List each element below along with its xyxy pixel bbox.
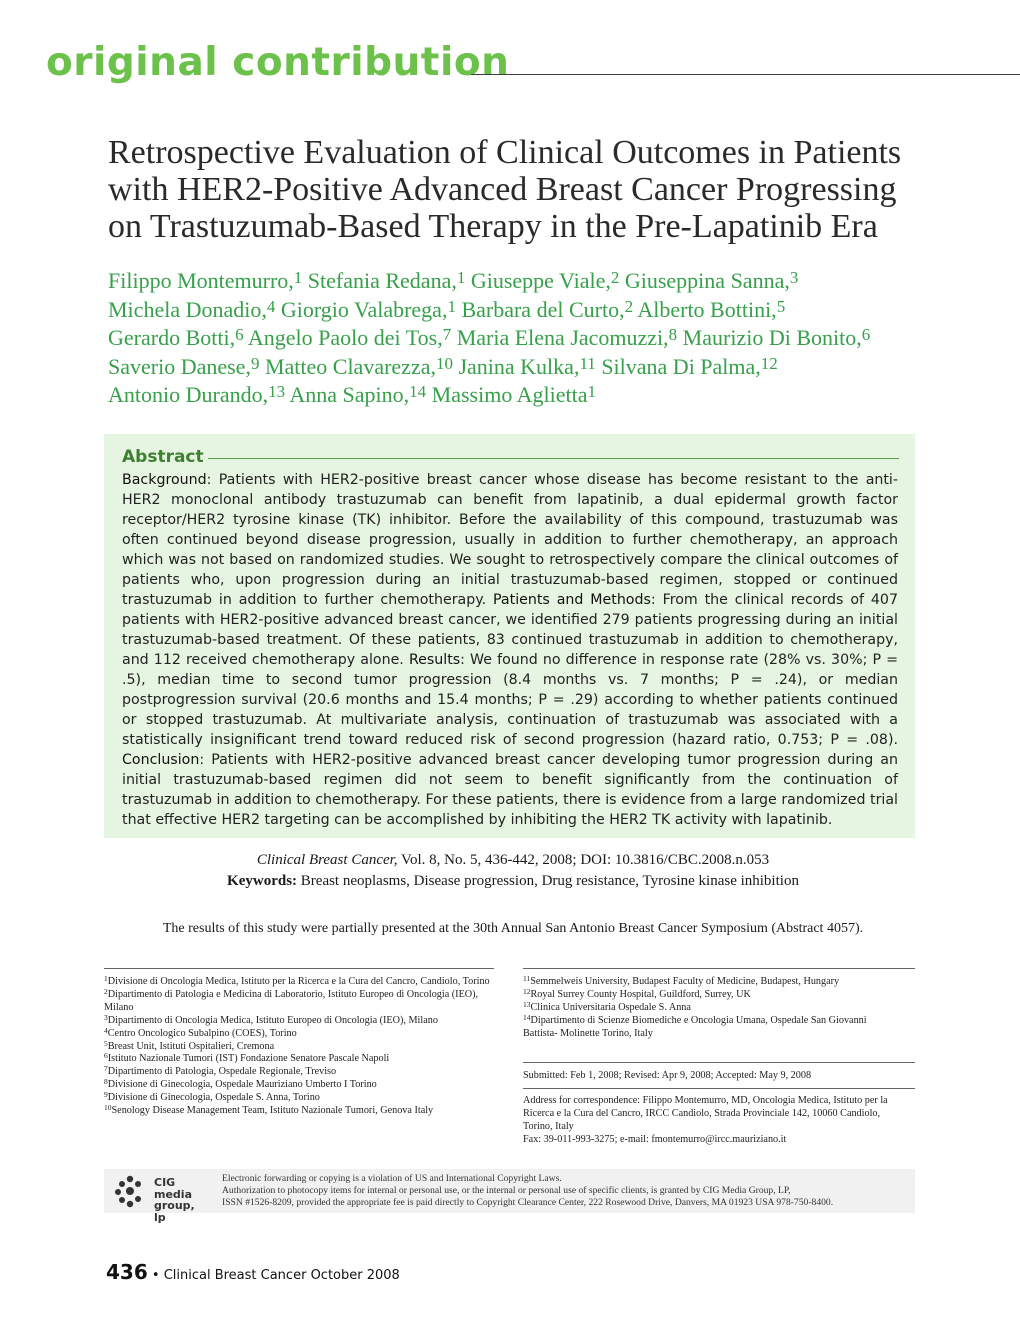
author-line [108, 324, 988, 353]
correspondence-block [523, 1095, 903, 1147]
title-line: on Trastuzumab-Based Therapy in the Pre-Lapatinib Era [108, 208, 878, 245]
affiliation-number: 11 [523, 974, 531, 983]
abstract-heading: Abstract [122, 447, 204, 467]
abstract-rule [208, 458, 899, 459]
affiliation-item [104, 1066, 496, 1079]
publisher-name-line: media [154, 1187, 192, 1201]
affiliation-text: Divisione di Ginecologia, Ospedale S. Anna, Torino [107, 1092, 320, 1104]
affiliation-text: Centro Oncologico Subalpino (COES), Torino [107, 1027, 297, 1039]
author-name: Giuseppe Viale, [465, 268, 611, 293]
affiliation-text: Senology Disease Management Team, Istituto Nazionale Tumori, Genova Italy [111, 1105, 434, 1117]
affiliation-marker: 7 [442, 325, 452, 344]
affiliation-item [523, 976, 915, 989]
author-line [108, 353, 988, 382]
page-footer [106, 1259, 400, 1289]
affiliation-number: 13 [523, 999, 531, 1009]
publisher-name-line: group, lp [154, 1199, 195, 1224]
abstract-results-label: Results [408, 652, 461, 668]
affiliation-text: Dipartimento di Scienze Biomediche e Oncologia Umana, Ospedale San Giovanni Battista- Molinette Torino, Italy [523, 1014, 867, 1039]
affiliation-marker: 10 [435, 353, 453, 373]
affiliation-marker: 6 [235, 325, 244, 344]
affiliation-text: Divisione di Oncologia Medica, Istituto per la Ricerca e la Cura del Cancro, Candiolo, Torino [107, 976, 490, 987]
abstract-results-text: : We found no difference in response rate (28% vs. 30%; P = .5), median time to second tumor progression (8.4 months vs. 7 months; P = .24), or median postprogression survival (20.6 months and 15.4 months; P = .29) according to whether patients continued or stopped trastuzumab. At multivariate analysis, continuation of trastuzumab was associated with a statistically insignificant trend toward reduced risk of second progression (hazard ratio, 0.753; P = .08). [122, 652, 899, 748]
affiliation-text: Dipartimento di Patologia, Ospedale Regionale, Treviso [107, 1066, 337, 1078]
author-name: Angelo Paolo dei Tos, [243, 325, 443, 350]
page-number: 436 [106, 1260, 148, 1284]
affiliation-number: 6 [104, 1051, 108, 1061]
author-name: Alberto Bottini, [633, 296, 777, 322]
author-name: Giuseppina Sanna, [619, 268, 790, 293]
publisher-name-line: CIG [154, 1176, 176, 1189]
citation-details: Vol. 8, No. 5, 436-442, 2008; DOI: 10.3816/CBC.2008.n.053 [397, 852, 770, 868]
affiliation-marker: 8 [668, 325, 678, 344]
author-name: Giorgio Valabrega, [275, 296, 448, 322]
affiliation-item [104, 1079, 496, 1092]
affiliation-number: 1 [104, 974, 108, 983]
affiliation-item [523, 986, 915, 1002]
affiliation-number: 10 [104, 1103, 112, 1113]
author-name: Antonio Durando, [108, 382, 269, 407]
affiliation-item [104, 1012, 496, 1028]
correspondence-rule [523, 1088, 915, 1089]
abstract-methods-text: : From the clinical records of 407 patients with HER2-positive advanced breast cancer, we identified 279 patients progressing during an initial trastuzumab-based treatment. Of these patients, 83 continued trastuzumab in addition to chemotherapy, and 112 received chemotherapy alone. [122, 592, 898, 668]
affiliation-number: 14 [523, 1012, 531, 1022]
submitted-rule [523, 1062, 915, 1063]
submitted-dates: Submitted: Feb 1, 2008; Revised: Apr 9, 2008; Accepted: May 9, 2008 [523, 1070, 812, 1081]
author-line [108, 267, 988, 296]
citation-block [108, 850, 918, 892]
abstract-box [104, 434, 915, 838]
affiliation-text: Dipartimento di Oncologia Medica, Istituto Europeo di Oncologia (IEO), Milano [107, 1014, 438, 1026]
abstract-conclusion-text: : Patients with HER2-positive advanced breast cancer developing tumor progression during an initial trastuzumab-based regimen did not seem to benefit significantly from the continuation of trastuzumab in addition to chemotherapy. For these patients, there is evidence from a large randomized trial that effective HER2 targeting can be accomplished by inhibiting the HER2 TK activity with lapatinib. [122, 752, 898, 828]
keywords-line [108, 871, 918, 892]
affiliation-text: Dipartimento di Patologia e Medicina di Laboratorio, Istituto Europeo di Oncologia (IEO), Milano [104, 988, 479, 1013]
author-name: Michela Donadio, [108, 296, 267, 322]
affiliation-text: Royal Surrey County Hospital, Guildford, Surrey, UK [530, 988, 751, 1000]
correspondence-address: Address for correspondence: Filippo Montemurro, MD, Oncologia Medica, Istituto per la Ricerca e la Cura del Cancro, IRCC Candiolo, Strada Provinciale 142, 10060 Candiolo, Torino, Italy [523, 1095, 888, 1132]
keywords-text: Breast neoplasms, Disease progression, Drug resistance, Tyrosine kinase inhibition [297, 873, 799, 889]
author-list [108, 267, 988, 410]
publisher-logo [110, 1173, 210, 1224]
affiliation-number: 8 [104, 1077, 108, 1087]
affiliation-text: Semmelweis University, Budapest Faculty of Medicine, Budapest, Hungary [530, 976, 840, 987]
author-name: Maurizio Di Bonito, [677, 325, 862, 350]
affiliation-marker: 4 [266, 296, 276, 316]
affiliation-number: 12 [523, 986, 531, 996]
affiliation-marker: 1 [447, 296, 456, 316]
affiliation-marker: 2 [624, 296, 634, 316]
affiliation-item [104, 1092, 496, 1105]
affiliation-number: 7 [104, 1064, 108, 1074]
abstract-body [122, 470, 898, 830]
presented-note: The results of this study were partially presented at the 30th Annual San Antonio Breast Cancer Symposium (Abstract 4057). [162, 921, 864, 936]
citation-line [108, 850, 918, 871]
copyright-line: ISSN #1526-8209, provided the appropriate fee is paid directly to Copyright Clearance Center, 222 Rosewood Drive, Danvers, MA 01923 USA 978-750-8400. [222, 1197, 834, 1209]
title-line: with HER2-Positive Advanced Breast Cancer Progressing [108, 171, 897, 208]
affiliations-left [104, 976, 496, 1118]
abstract-conclusion-label: Conclusion [122, 752, 200, 768]
abstract-background-text: : Patients with HER2-positive breast cancer whose disease has become resistant to the anti-HER2 monoclonal antibody trastuzumab can benefit from lapatinib, a dual epidermal growth factor receptor/HER2 tyrosine kinase (TK) inhibitor. Before the availability of this compound, trastuzumab was often continued beyond disease progression, usually in addition to further chemotherapy, an approach which was not based on randomized studies. We sought to retrospectively compare the clinical outcomes of patients who, upon progression during an initial trastuzumab-based regimen, stopped or continued trastuzumab in addition to further chemotherapy. [122, 472, 898, 608]
author-name: Filippo Montemurro, [108, 268, 294, 293]
affiliation-marker: 12 [760, 353, 778, 373]
footnote-rule-right [523, 968, 915, 969]
author-name: Matteo Clavarezza, [259, 353, 436, 379]
affiliation-marker: 2 [610, 268, 620, 287]
affiliation-marker: 1 [293, 268, 303, 287]
affiliation-marker: 1 [587, 382, 596, 401]
abstract-methods-label: Patients and Methods [493, 592, 651, 608]
author-line [108, 296, 988, 325]
folio-date: October 2008 [310, 1268, 400, 1283]
copyright-line: Electronic forwarding or copying is a violation of US and International Copyright Laws. [222, 1173, 562, 1184]
affiliation-text: Clinica Universitaria Ospedale S. Anna [530, 1001, 691, 1013]
affiliation-item [104, 986, 496, 1015]
author-name: Maria Elena Jacomuzzi, [451, 325, 669, 350]
affiliation-text: Istituto Nazionale Tumori (IST) Fondazione Senatore Pascale Napoli [107, 1053, 390, 1065]
publisher-name [154, 1177, 210, 1223]
affiliations-right [523, 976, 915, 1041]
affiliation-number: 2 [104, 986, 108, 996]
affiliation-text: Breast Unit, Istituti Ospitalieri, Cremona [107, 1040, 275, 1052]
affiliation-marker: 5 [776, 296, 786, 316]
article-title [108, 134, 988, 245]
affiliation-item [104, 1105, 449, 1118]
section-label: original contribution [46, 40, 510, 85]
citation-journal: Clinical Breast Cancer, [256, 852, 398, 868]
affiliation-marker: 6 [861, 325, 871, 344]
abstract-background-label: Background [122, 472, 207, 488]
author-name: Saverio Danese, [108, 353, 251, 379]
affiliation-number: 9 [104, 1090, 108, 1100]
affiliation-item [104, 976, 496, 989]
title-line: Retrospective Evaluation of Clinical Outcomes in Patients [108, 134, 902, 171]
affiliation-item [523, 999, 915, 1015]
publisher-logo-icon [110, 1173, 150, 1209]
affiliation-marker: 14 [409, 382, 427, 401]
section-rule [471, 74, 1020, 75]
copyright-notice [222, 1173, 912, 1210]
author-name: Silvana Di Palma, [595, 353, 761, 379]
affiliation-item [523, 1012, 895, 1041]
folio-journal: Clinical Breast Cancer [163, 1268, 307, 1283]
keywords-label: Keywords: [227, 873, 298, 889]
footnote-rule-left [104, 968, 494, 969]
correspondence-contact: Fax: 39-011-993-3275; e-mail: fmontemurro@ircc.mauriziano.it [523, 1133, 787, 1145]
author-line [108, 381, 988, 410]
affiliation-text: Divisione di Ginecologia, Ospedale Mauriziano Umberto I Torino [107, 1079, 377, 1091]
affiliation-marker: 11 [579, 353, 596, 373]
affiliation-marker: 13 [268, 382, 286, 401]
affiliation-marker: 9 [250, 353, 260, 373]
affiliation-number: 3 [104, 1012, 108, 1022]
affiliation-item [104, 1053, 496, 1066]
affiliation-marker: 3 [789, 268, 799, 287]
affiliation-number: 5 [104, 1038, 108, 1048]
affiliation-number: 4 [104, 1025, 108, 1035]
affiliation-item [104, 1025, 496, 1041]
author-name: Gerardo Botti, [108, 325, 236, 350]
author-name: Barbara del Curto, [455, 296, 625, 322]
author-name: Massimo Aglietta [426, 382, 588, 407]
copyright-line: Authorization to photocopy items for internal or personal use, or the internal or personal use of specific clients, is granted by CIG Media Group, LP, [222, 1185, 791, 1197]
folio-bullet: • [147, 1268, 164, 1283]
publisher-box [104, 1169, 915, 1224]
author-name: Janina Kulka, [452, 353, 580, 379]
affiliation-item [104, 1038, 496, 1054]
section-header [46, 38, 1020, 88]
author-name: Stefania Redana, [302, 268, 457, 293]
affiliation-marker: 1 [456, 268, 466, 287]
author-name: Anna Sapino, [285, 382, 410, 407]
